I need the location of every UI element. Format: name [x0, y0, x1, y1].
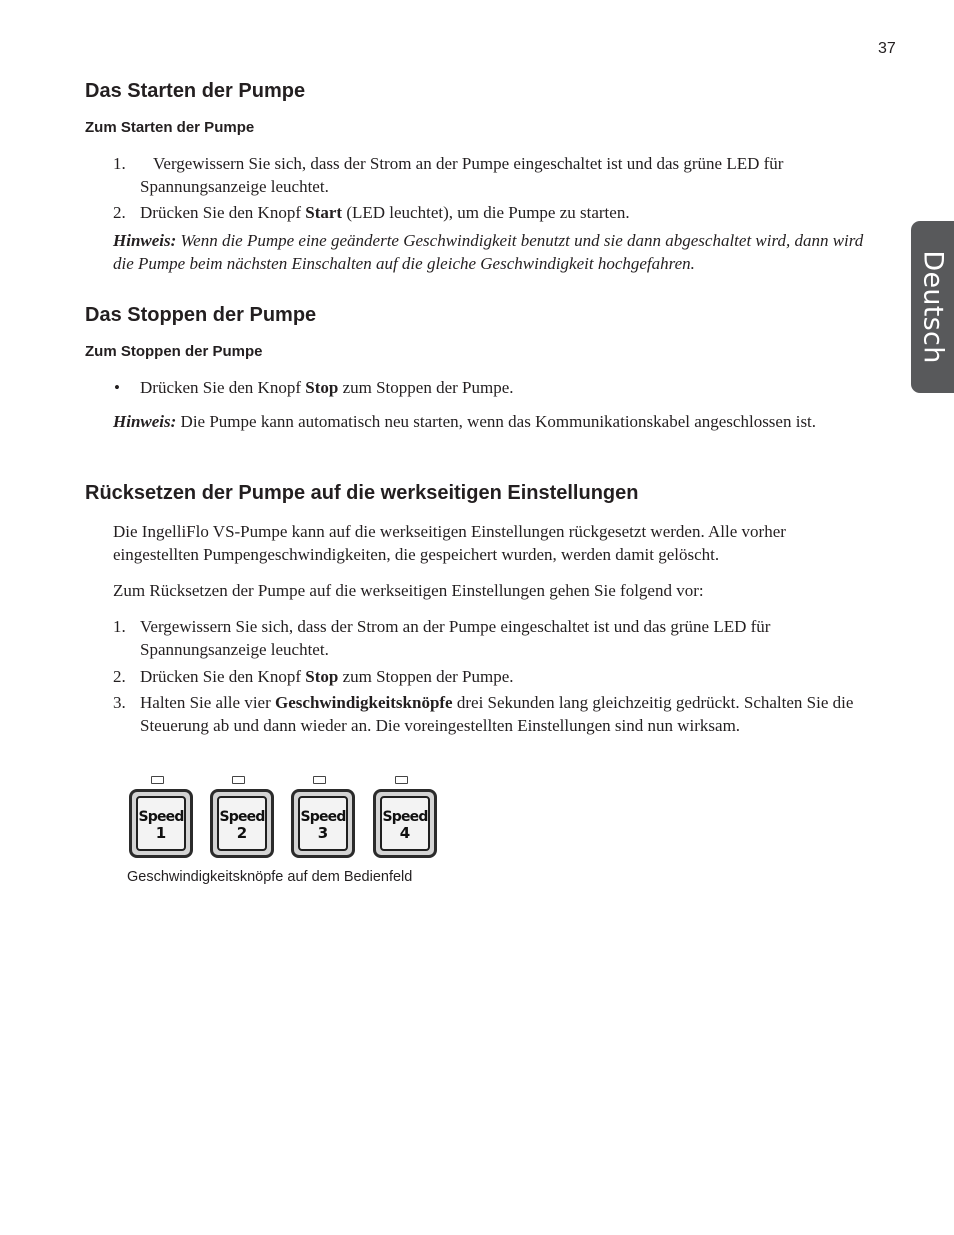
list-item [113, 153, 865, 198]
list-item [113, 202, 865, 225]
list-item [113, 377, 865, 400]
text-run: Drücken Sie den Knopf [140, 203, 306, 222]
section-start-subtitle: Zum Starten der Pumpe [85, 119, 255, 136]
speed-key-face [380, 796, 430, 851]
list-marker: 2. [113, 667, 126, 686]
list-item-text: Vergewissern Sie sich, dass der Strom an der Pumpe eingeschaltet ist und das grüne LED für Spannungsanzeige leuchtet. [140, 617, 771, 659]
button-name: Stop [305, 667, 339, 686]
speed-buttons-figure [127, 772, 447, 862]
speed-button-4 [371, 772, 439, 860]
speed-key [291, 789, 355, 858]
speed-key-face [136, 796, 186, 851]
list-item [113, 692, 865, 737]
list-item-text: Vergewissern Sie sich, dass der Strom an der Pumpe eingeschaltet ist und das grüne LED für Spannungsanzeige leuchtet. [140, 154, 784, 196]
note-label: Hinweis: [113, 412, 177, 431]
note-text: Die Pumpe kann automatisch neu starten, wenn das Kommunikationskabel angeschlossen ist. [176, 412, 817, 431]
text-run: (LED leuchtet), um die Pumpe zu starten. [342, 203, 630, 222]
speed-key [129, 789, 193, 858]
section-reset-intro: Die IngelliFlo VS-Pumpe kann auf die werkseitigen Einstellungen rückgesetzt werden. Alle vorher eingestellten Pumpengeschwindigkeiten, die gespeichert wurden, werden damit gelöscht. [113, 522, 786, 564]
speed-key-word: Speed [219, 809, 265, 825]
note [113, 411, 892, 434]
section-reset-lead: Zum Rücksetzen der Pumpe auf die werkseitigen Einstellungen gehen Sie folgend vor: [113, 581, 704, 600]
speed-key-number: 3 [317, 824, 329, 842]
section-reset-title: Rücksetzen der Pumpe auf die werkseitigen Einstellungen [85, 482, 639, 504]
list-item-text [140, 666, 865, 689]
speed-key-number: 4 [399, 824, 411, 842]
list-marker: 3. [113, 693, 126, 712]
speed-button-1 [127, 772, 195, 860]
text-run: zum Stoppen der Pumpe. [338, 667, 514, 686]
speed-button-3 [289, 772, 357, 860]
note [113, 230, 865, 275]
language-tab-label: Deutsch [917, 250, 948, 364]
button-name: Start [305, 203, 343, 222]
led-indicator-icon [151, 776, 164, 784]
text-run: zum Stoppen der Pumpe. [338, 378, 514, 397]
note-text: Wenn die Pumpe eine geänderte Geschwindigkeit benutzt und sie dann abgeschaltet wird, dann wird die Pumpe beim nächsten Einschalten auf die gleiche Geschwindigkeit hochgefahren. [113, 231, 864, 273]
speed-key [373, 789, 437, 858]
figure-caption: Geschwindigkeitsknöpfe auf dem Bedienfeld [127, 869, 413, 885]
speed-key-word: Speed [382, 809, 428, 825]
list-item-text [140, 377, 865, 400]
note-label: Hinweis: [113, 231, 177, 250]
section-stop-subtitle: Zum Stoppen der Pumpe [85, 343, 263, 360]
speed-key [210, 789, 274, 858]
list-item [113, 666, 865, 689]
led-indicator-icon [313, 776, 326, 784]
language-tab [911, 221, 954, 393]
speed-key-number: 1 [155, 824, 167, 842]
button-name: Stop [305, 378, 339, 397]
list-item-text [140, 202, 865, 225]
speed-key-number: 2 [236, 824, 248, 842]
speed-key-face [217, 796, 267, 851]
button-name: Geschwindigkeitsknöpfe [275, 693, 453, 712]
text-run: Drücken Sie den Knopf [140, 667, 306, 686]
list-item-text [140, 692, 865, 737]
section-start-title: Das Starten der Pumpe [85, 80, 306, 102]
speed-key-face [298, 796, 348, 851]
section-stop-title: Das Stoppen der Pumpe [85, 304, 317, 326]
list-marker: 1. [113, 154, 126, 173]
speed-button-2 [208, 772, 276, 860]
list-marker: 2. [113, 203, 126, 222]
led-indicator-icon [232, 776, 245, 784]
text-run: Halten Sie alle vier [140, 693, 276, 712]
led-indicator-icon [395, 776, 408, 784]
speed-key-word: Speed [300, 809, 346, 825]
list-item [113, 616, 865, 661]
speed-key-word: Speed [138, 809, 184, 825]
text-run: drei Sekunden lang gleichzeitig gedrückt. Schalten Sie die Steuerung ab und dann wieder an. Die voreingestellten Einstellungen sind nun wirksam. [140, 693, 854, 735]
text-run: Drücken Sie den Knopf [140, 378, 306, 397]
list-marker: 1. [113, 617, 126, 636]
bullet-marker: • [114, 378, 120, 397]
page-number: 37 [878, 40, 896, 57]
